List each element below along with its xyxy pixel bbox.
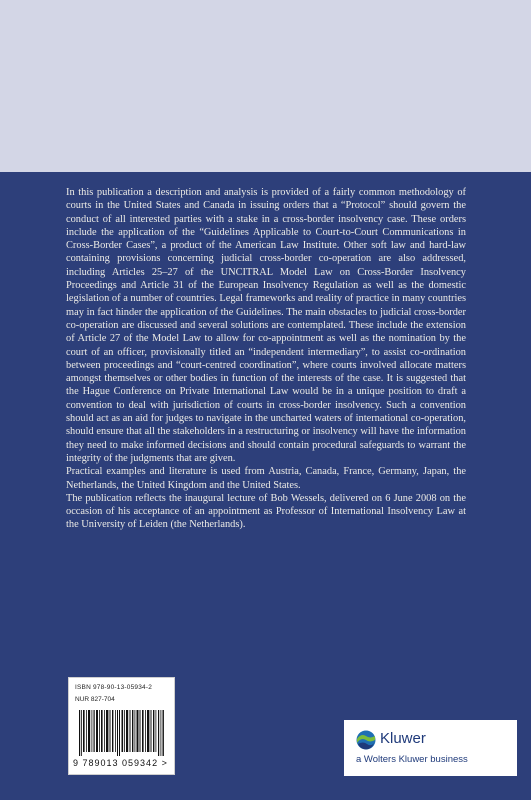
blurb-paragraph: The publication reflects the inaugural lecture of Bob Wessels, delivered on 6 June 2008 on the occasion of his acceptance of an appointment as Professor of International Insolvency Law at the University of Leiden (the Netherlands). [66, 492, 466, 531]
publisher-tagline: a Wolters Kluwer business [356, 754, 468, 765]
barcode-box [68, 677, 175, 775]
barcode-bars [77, 710, 167, 756]
isbn-label: ISBN 978-90-13-05934-2 [75, 684, 153, 691]
blurb-paragraph: Practical examples and literature is used from Austria, Canada, France, Germany, Japan, the Netherlands, the United Kingdom and the United States. [66, 466, 466, 491]
publisher-name: Kluwer [380, 730, 426, 747]
nur-label: NUR 827-704 [75, 696, 115, 703]
barcode-number: 9 789013 059342 > [73, 758, 168, 768]
blurb-paragraph: In this publication a description and analysis is provided of a fairly common methodology of courts in the United States and Canada in issuing orders that a “Protocol” should govern the conduct of all interested parties with a stake in a cross-border insolvency case. These orders include the application of the “Guidelines Applicable to Court-to-Court Communications in Cross-Border Cases”, a product of the American Law Institute. Other soft law and hard-law containing provisions concerning judicial cross-border co-operation are also addressed, including Articles 25–27 of the UNCITRAL Model Law on Cross-Border Insolvency Proceedings and Article 31 of the European Insolvency Regulation as well as the domestic legislation of a number of countries. Legal frameworks and reality of practice in many countries may in fact hinder the application of the Guidelines. The main obstacles to judicial cross-border co-operation are discussed and several solutions are contemplated. These include the extension of Article 27 of the Model Law to allow for co-appointment as well as the nomination by the court of an officer, provisionally titled an “independent intermediary”, to assist co-ordination between proceedings and “court-centred coordination”, where courts involved allocate matters amongst themselves or other bodies in function of the interests of the case. It is suggested that the Hague Conference on Private International Law would be in a unique position to draft a convention to deal with jurisdiction of courts in cross-border insolvency. Such a convention should act as an aid for judges to navigate in the uncharted waters of international co-operation, should ensure that all the stakeholders in a restructuring or insolvency will have the information they need to make informed decisions and should contain procedural safeguards to warrant the integrity of the judgments that are given. [66, 187, 466, 464]
back-cover-blurb [66, 186, 466, 532]
globe-icon [356, 730, 376, 750]
top-band [0, 0, 531, 172]
publisher-logo [344, 720, 517, 776]
